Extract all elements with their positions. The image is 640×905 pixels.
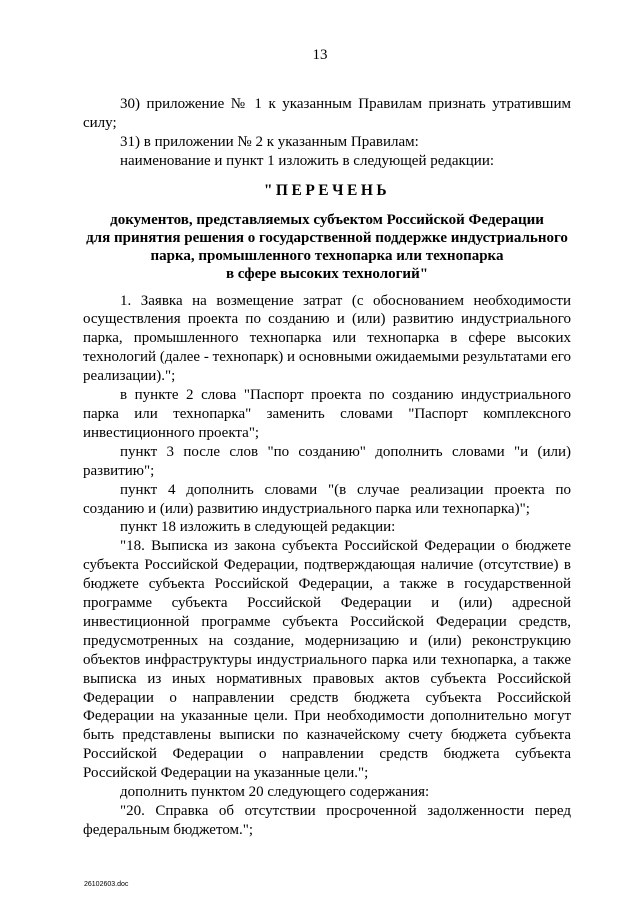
paragraph: 30) приложение № 1 к указанным Правилам признать утратившим силу; xyxy=(83,96,571,131)
paragraph: пункт 3 после слов "по созданию" дополнить словами "и (или) развитию"; xyxy=(83,443,571,479)
file-name-footer: 26102603.doc xyxy=(84,881,129,888)
document-body xyxy=(83,95,571,840)
page-number: 13 xyxy=(312,47,328,63)
paragraph: "20. Справка об отсутствии просроченной задолженности перед федеральным бюджетом."; xyxy=(83,803,571,838)
paragraph: пункт 4 дополнить словами "(в случае реализации проекта по созданию и (или) развитию индустриального парка или технопарка)"; xyxy=(83,481,571,517)
paragraph: пункт 18 изложить в следующей редакции: xyxy=(120,519,396,536)
subtitle-line: в сфере высоких технологий" xyxy=(225,265,429,282)
paragraph: в пункте 2 слова "Паспорт проекта по созданию индустриального парка или технопарка" заменить словами "Паспорт комплексного инвестиционного проекта"; xyxy=(83,387,571,441)
section-subtitle xyxy=(83,211,571,283)
paragraph: наименование и пункт 1 изложить в следующей редакции: xyxy=(120,152,495,169)
paragraph: 31) в приложении № 2 к указанным Правилам: xyxy=(120,133,419,150)
subtitle-line: парка, промышленного технопарка или технопарка xyxy=(150,247,504,264)
paragraph: дополнить пунктом 20 следующего содержания: xyxy=(120,784,430,801)
paragraph: "18. Выписка из закона субъекта Российской Федерации о бюджете субъекта Российской Федерации, подтверждающая наличие (отсутствие) в бюджете субъекта Российской Федерации, а также в государственной программе субъекта Российской Федерации и (или) адресной инвестиционной программе субъекта Российской Федерации средств, предусмотренных на создание, модернизацию и (или) реконструкцию объектов инфраструктуры индустриального парка или технопарка, а также выписка из иных нормативных правовых актов субъекта Российской Федерации о направлении средств бюджета субъекта Российской Федерации на указанные цели. При необходимости дополнительно могут быть представлены выписки по казначейскому счету бюджета субъекта Российской Федерации о направлении средств бюджета субъекта Российской Федерации на указанные цели."; xyxy=(83,538,571,782)
subtitle-line: документов, представляемых субъектом Российской Федерации xyxy=(110,211,544,228)
paragraph: 1. Заявка на возмещение затрат (с обоснованием необходимости осуществления проекта по созданию и (или) развитию индустриального парка, промышленного технопарка или технопарка в сфере высоких технологий (далее - технопарк) и основными ожидаемыми результатами его реализации)."; xyxy=(83,292,571,385)
section-title: "ПЕРЕЧЕНЬ xyxy=(263,181,391,199)
subtitle-line: для принятия решения о государственной поддержке индустриального xyxy=(86,229,568,246)
